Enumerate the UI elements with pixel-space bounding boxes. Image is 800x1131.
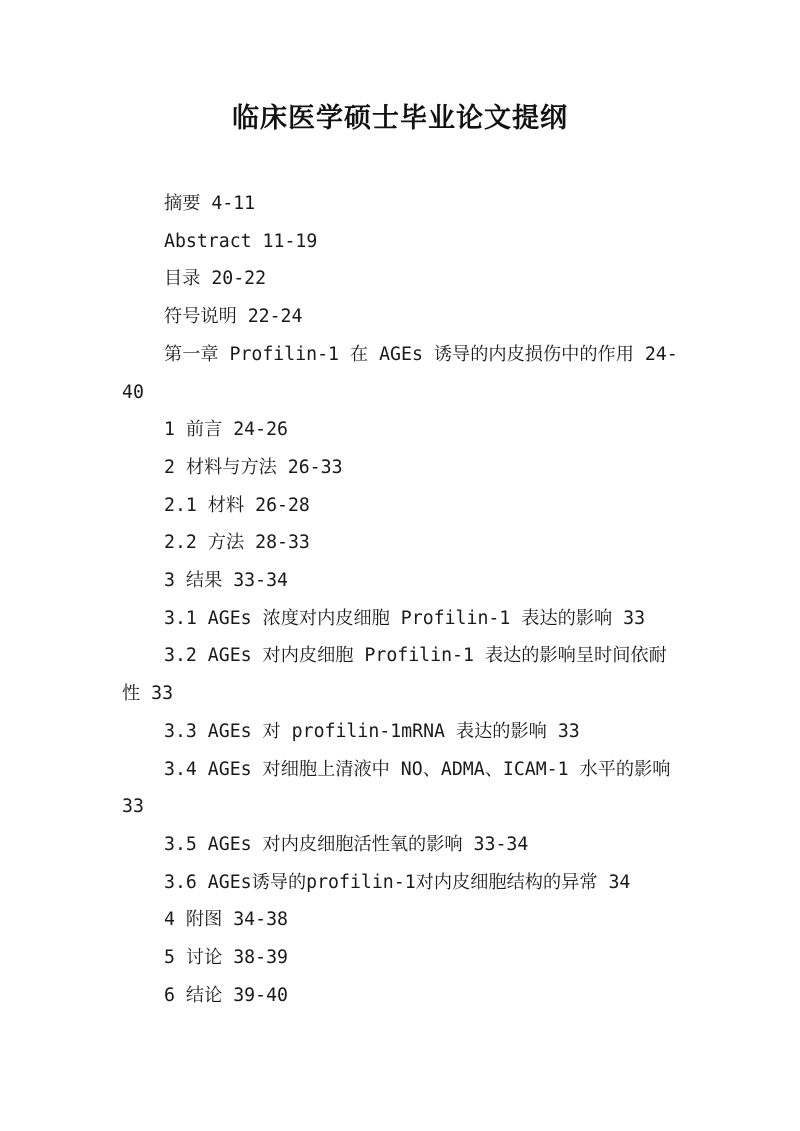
toc-entry-result-3-3: 3.3 AGEs 对 profilin-1mRNA 表达的影响 33 [164,720,580,742]
toc-entry-result-3-6: 3.6 AGEs诱导的profilin-1对内皮细胞结构的异常 34 [164,871,631,893]
toc-entry-symbols: 符号说明 22-24 [164,306,303,328]
toc-entry-result-3-1: 3.1 AGEs 浓度对内皮细胞 Profilin-1 表达的影响 33 [164,607,646,629]
toc-entry-methods: 2.2 方法 28-33 [164,532,310,554]
table-of-contents [122,185,682,1014]
toc-entry-discussion: 5 讨论 38-39 [164,947,288,969]
toc-entry-abstract-en: Abstract 11-19 [164,230,318,252]
document-title: 临床医学硕士毕业论文提纲 [232,103,568,134]
toc-entry-contents: 目录 20-22 [164,268,267,290]
toc-entry-figures: 4 附图 34-38 [164,909,288,931]
toc-entry-preface: 1 前言 24-26 [164,419,288,441]
toc-entry-conclusion: 6 结论 39-40 [164,984,288,1006]
toc-entry-materials-methods: 2 材料与方法 26-33 [164,456,343,478]
toc-entry-chapter-1: 第一章 Profilin-1 在 AGEs 诱导的内皮损伤中的作用 24-40 [122,343,678,403]
toc-entry-materials: 2.1 材料 26-28 [164,494,310,516]
toc-entry-result-3-5: 3.5 AGEs 对内皮细胞活性氧的影响 33-34 [164,833,529,855]
toc-entry-results: 3 结果 33-34 [164,570,288,592]
toc-entry-result-3-2: 3.2 AGEs 对内皮细胞 Profilin-1 表达的影响呈时间依耐性 33 [122,645,667,705]
toc-entry-abstract-cn: 摘要 4-11 [164,193,256,214]
toc-entry-result-3-4: 3.4 AGEs 对细胞上清液中 NO、ADMA、ICAM-1 水平的影响 33 [122,758,671,818]
